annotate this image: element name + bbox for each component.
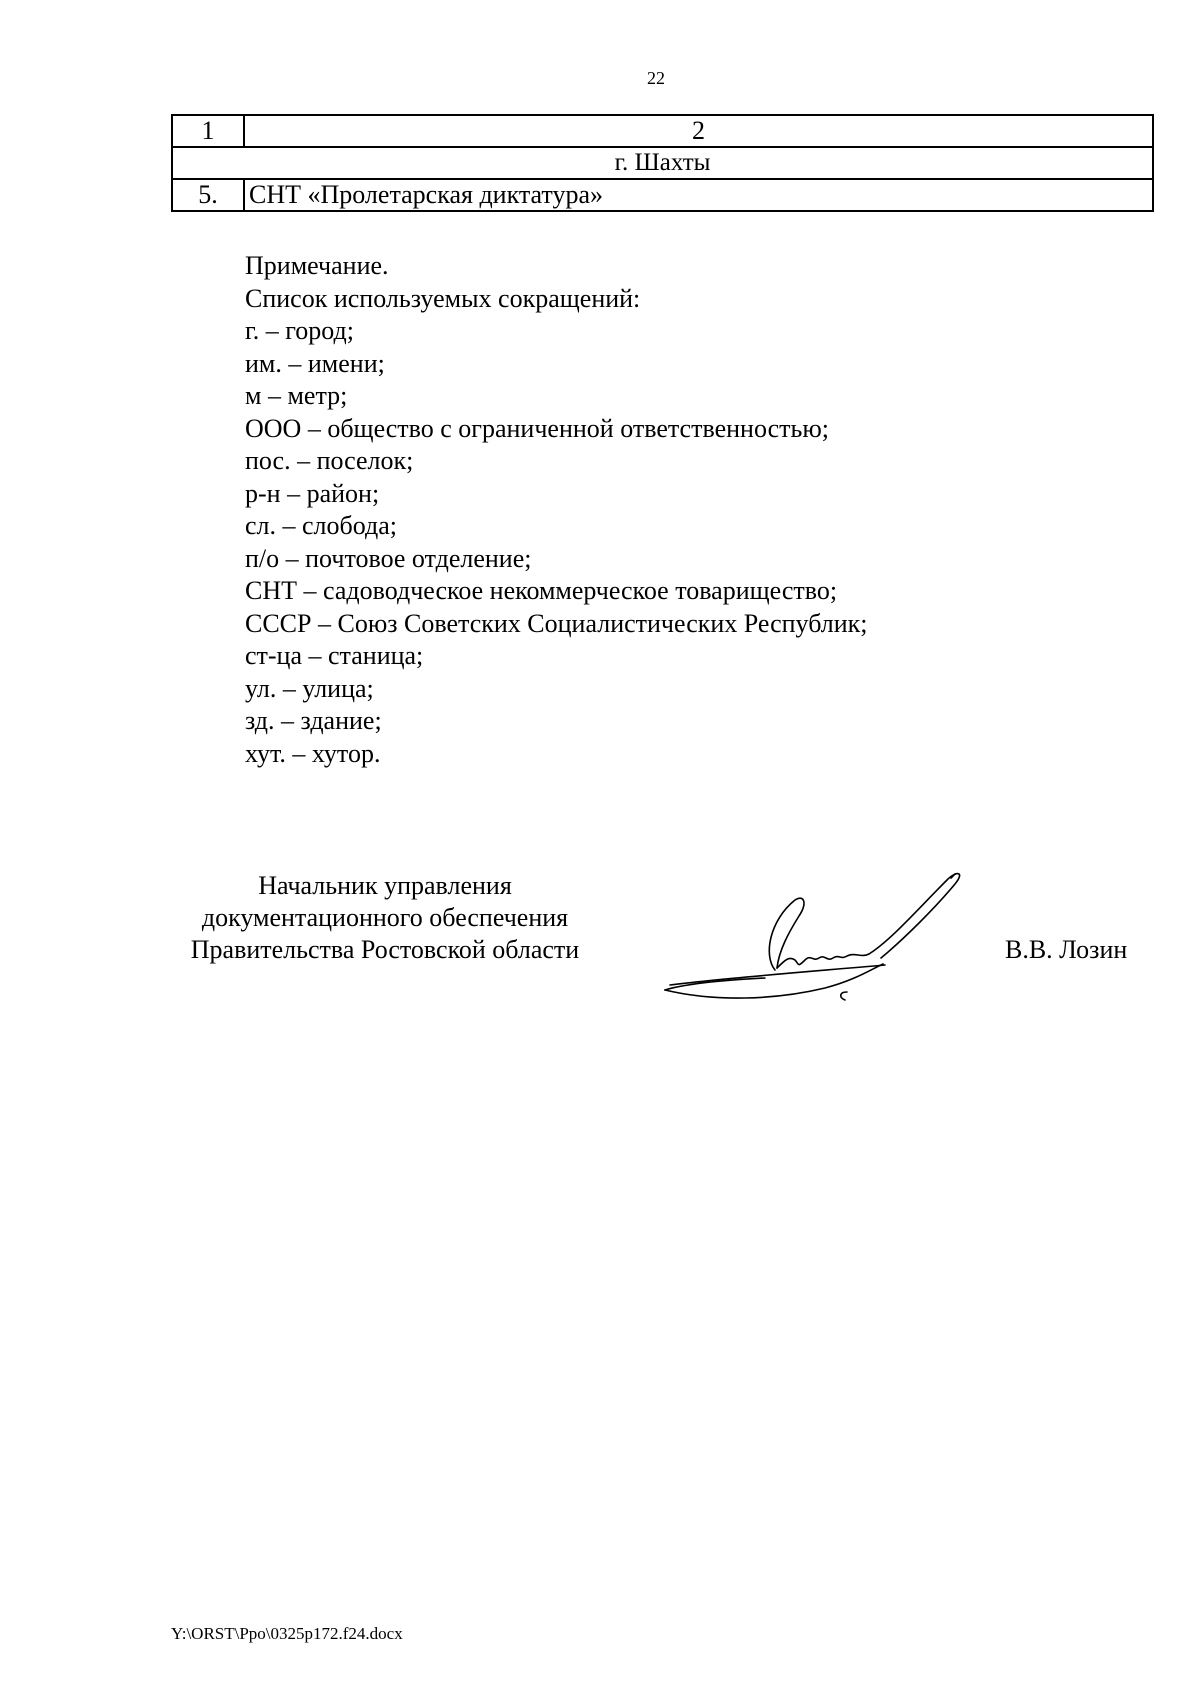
- abbreviation-item: п/о – почтовое отделение;: [245, 543, 532, 573]
- table-header-col2: 2: [244, 115, 1153, 147]
- abbreviation-item: пос. – поселок;: [245, 446, 414, 475]
- abbreviation-item: ООО – общество с ограниченной ответственностью;: [245, 413, 830, 443]
- abbreviation-item: м – метр;: [245, 381, 348, 410]
- signatory-title: [170, 870, 600, 966]
- document-table: [171, 114, 1154, 212]
- signatory-title-line: Правительства Ростовской области: [190, 935, 580, 964]
- abbreviation-item: СНТ – садоводческое некоммерческое товарищество;: [245, 576, 838, 605]
- abbreviation-item: хут. – хутор.: [245, 738, 381, 768]
- abbreviation-item: р-н – район;: [245, 478, 380, 508]
- abbreviation-item: сл. – слобода;: [245, 511, 398, 540]
- notes-subtitle: Список используемых сокращений:: [245, 283, 641, 313]
- table-row-name: СНТ «Пролетарская диктатура»: [244, 179, 1153, 211]
- signatory-name: В.В. Лозин: [1005, 935, 1128, 964]
- abbreviation-item: ст-ца – станица;: [245, 641, 424, 670]
- signature-block: [170, 870, 1170, 1010]
- abbreviation-item: им. – имени;: [245, 348, 385, 378]
- abbreviation-item: зд. – здание;: [245, 706, 382, 735]
- handwritten-signature: [655, 860, 995, 1010]
- table-section-row: [172, 147, 1153, 179]
- notes-section: [245, 250, 868, 770]
- abbreviation-item: СССР – Союз Советских Социалистических Республик;: [245, 608, 868, 638]
- table-header-row: [172, 115, 1153, 147]
- abbreviation-item: г. – город;: [245, 316, 354, 345]
- abbreviation-item: ул. – улица;: [245, 673, 374, 703]
- table-section-title: г. Шахты: [172, 147, 1153, 179]
- notes-title: Примечание.: [245, 251, 389, 280]
- page-number: 22: [647, 68, 665, 88]
- table-row-number: 5.: [172, 179, 244, 211]
- signatory-title-line: документационного обеспечения: [201, 903, 569, 932]
- signatory-title-line: Начальник управления: [258, 871, 512, 900]
- table-row: [172, 179, 1153, 211]
- footer-file-path: Y:\ORST\Ppo\0325p172.f24.docx: [171, 1624, 403, 1643]
- table-header-col1: 1: [172, 115, 244, 147]
